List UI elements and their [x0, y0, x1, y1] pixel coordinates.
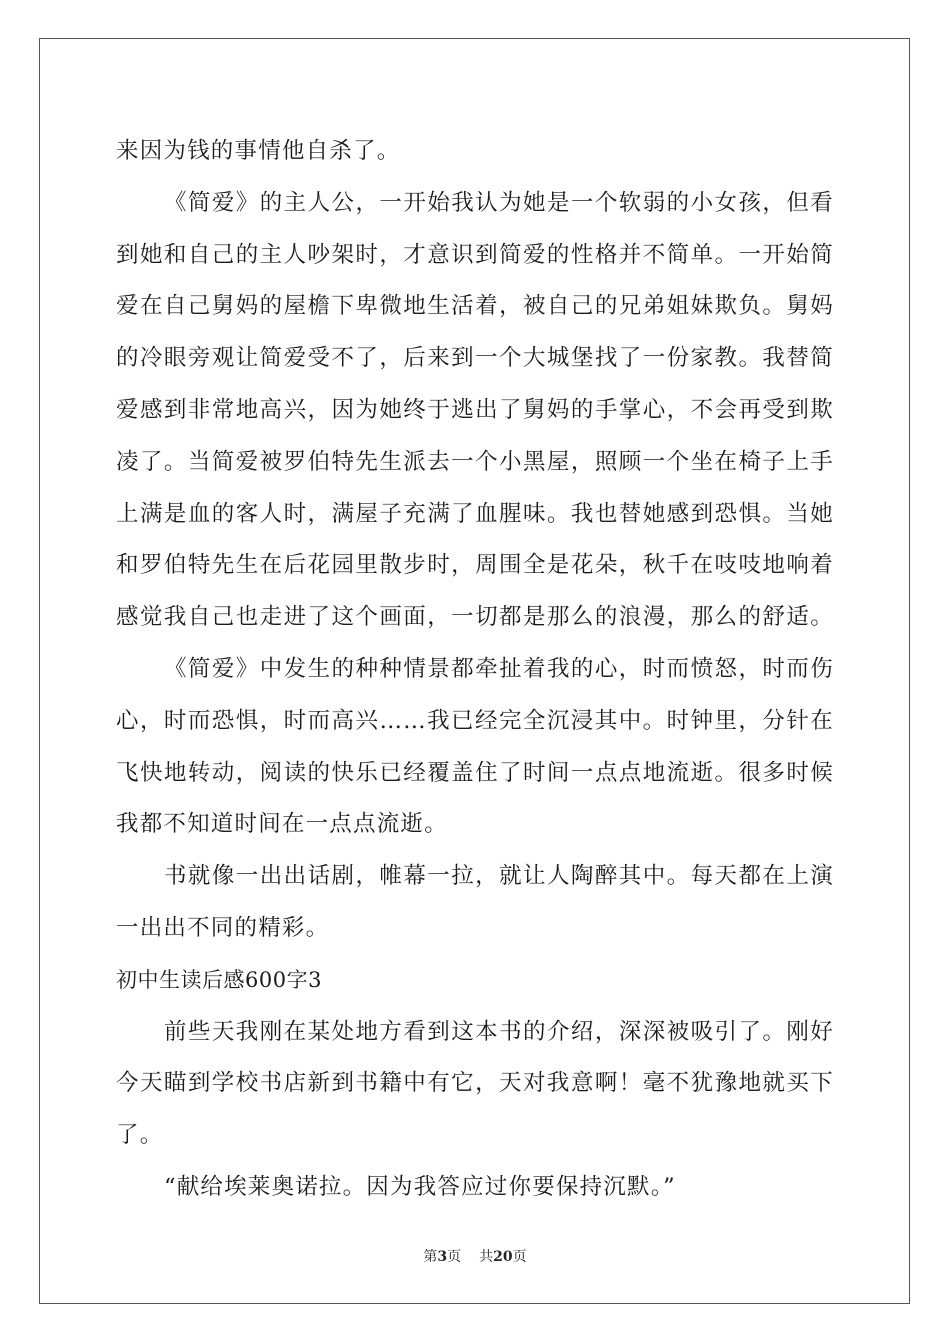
page-label-prefix: 第	[423, 1249, 438, 1265]
text-line: 书就像一出出话剧，帷幕一拉，就让人陶醉其中。每天都在上演	[164, 863, 834, 890]
page-label-suffix: 页	[447, 1249, 462, 1265]
text-line: 的冷眼旁观让简爱受不了，后来到一个大城堡找了一份家教。我替简	[116, 345, 834, 372]
text-line: 感觉我自己也走进了这个画面，一切都是那么的浪漫，那么的舒适。	[116, 604, 834, 631]
total-pages: 20	[493, 1249, 513, 1265]
text-line: 今天瞄到学校书店新到书籍中有它，天对我意啊！毫不犹豫地就买下	[116, 1070, 834, 1097]
text-line: 到她和自己的主人吵架时，才意识到简爱的性格并不简单。一开始简	[116, 241, 834, 268]
text-line: 一出出不同的精彩。	[116, 914, 330, 941]
text-line: 爱在自己舅妈的屋檐下卑微地生活着，被自己的兄弟姐妹欺负。舅妈	[116, 293, 834, 320]
document-body	[116, 126, 834, 1214]
text-line: 爱感到非常地高兴，因为她终于逃出了舅妈的手掌心，不会再受到欺	[116, 396, 834, 423]
text-line: 飞快地转动，阅读的快乐已经覆盖住了时间一点点地流逝。很多时候	[116, 759, 834, 786]
text-line: 《简爱》中发生的种种情景都牵扯着我的心，时而愤怒，时而伤	[164, 655, 834, 682]
section-heading: 初中生读后感600字3	[116, 967, 322, 992]
text-line: 上满是血的客人时，满屋子充满了血腥味。我也替她感到恐惧。当她	[116, 500, 834, 527]
page-number: 3	[437, 1249, 448, 1265]
text-line: 凌了。当简爱被罗伯特先生派去一个小黑屋，照顾一个坐在椅子上手	[116, 448, 834, 475]
text-line: “献给埃莱奥诺拉。因为我答应过你要保持沉默。”	[164, 1173, 676, 1200]
page-footer	[0, 1246, 950, 1266]
text-line: 来因为钱的事情他自杀了。	[116, 138, 401, 164]
total-label-prefix: 共	[479, 1249, 494, 1265]
text-line: 我都不知道时间在一点点流逝。	[116, 811, 448, 838]
text-line: 《简爱》的主人公，一开始我认为她是一个软弱的小女孩，但看	[164, 189, 834, 216]
total-label-suffix: 页	[512, 1249, 527, 1265]
text-line: 前些天我刚在某处地方看到这本书的介绍，深深被吸引了。刚好	[164, 1018, 834, 1045]
text-line: 和罗伯特先生在后花园里散步时，周围全是花朵，秋千在吱吱地响着	[116, 552, 834, 579]
text-line: 了。	[116, 1122, 164, 1149]
text-line: 心，时而恐惧，时而高兴……我已经完全沉浸其中。时钟里，分针在	[116, 707, 834, 734]
